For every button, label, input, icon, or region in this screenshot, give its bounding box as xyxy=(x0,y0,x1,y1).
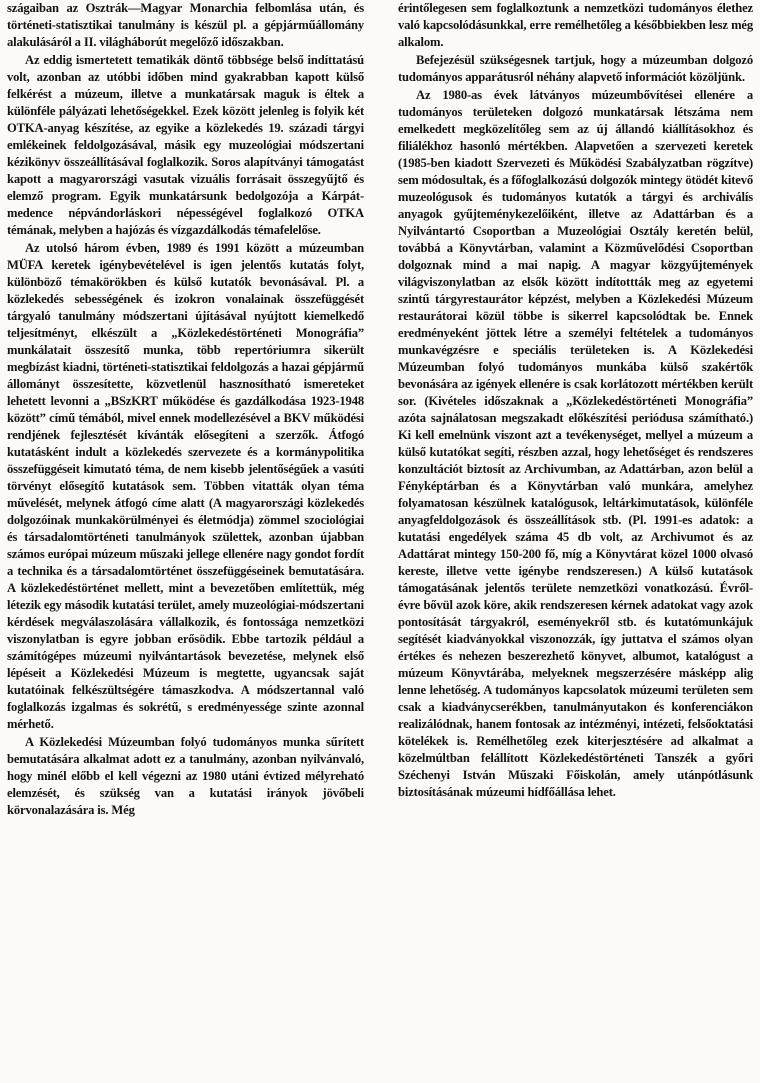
paragraph: Az utolsó három évben, 1989 és 1991 között a múzeumban MÜFA keretek igénybevételével is igen jelentős kutatás folyt, különböző témakörökben és külső kutatók bevonásával. Pl. a közlekedés sebességének és izokron vonalainak összefüggését tárgyaló tanulmány módszertani újításával nyújtott kiemelkedő teljesítményt, elkészült a „Közlekedéstörténeti Monográfia” munkálatait összesítő munka, több repertóriumra sikerült megbízást kiadni, történeti-statisztikai feldolgozás a hazai gépjármű állományt összesítette, közvetlenül hasznosítható ismereteket lehetett levonni a „BSzKRT működése és gazdálkodása 1923-1948 között” című témából, mivel ennek modellezésével a BKV működési rendjének fejlesztését kívánták elősegíteni a szerzők. Átfogó kutatásként indult a közlekedés szervezete és a kormánypolitika összefüggéseit kimutató téma, de nem kisebb jelentőségűek a vasúti törvényt elősegítő kutatások sem. Többen vitatták olyan téma művelését, melynek átfogó címe alatt (A magyarországi közlekedés dolgozóinak munkakörülményei és életmódja) zömmel szociológiai és társadalomtörténeti tanulmányok születtek, azonban újabban számos európai múzeum műszaki jellege ellenére nagy gondot fordít a technika és a társadalomtörténet összefüggéseinek bemutatására. A közlekedéstörténet mellett, mint a bevezetőben említettük, még létezik egy második kutatási terület, amely muzeológiai-módszertani kérdések megválaszolására vállalkozik, és fontossága nemzetközi viszonylatban is egyre jobban erősödik. Ebbe tartozik például a számítógépes múzeumi nyilvántartások bevezetése, melynek első lépéseit a Közlekedési Múzeum is megtette, ugyancsak saját kutatóinak felkészültségére támaszkodva. A módszertannal való foglalkozás izgalmas és sokrétű, s eredményessége szinte azonnal mérhető. xyxy=(7,241,364,731)
paragraph: A Közlekedési Múzeumban folyó tudományos munka sűrített bemutatására alkalmat adott ez a tanulmány, azonban nyilvánvaló, hogy minél előbb el kell végezni az 1980 utáni évtized mélyreható elemzését, és szükség van a kutatási irányok jövőbeli körvonalazására is. Még xyxy=(7,735,364,817)
right-text-column xyxy=(398,0,753,801)
paragraph: Az 1980-as évek látványos múzeumbővítései ellenére a tudományos területeken dolgozó munkatársak létszáma nem emelkedett megközelítőleg sem az új állandó kiállításokhoz és filiálékhoz hasonló mértékben. Alapvetően a szervezeti keretek (1985-ben kiadott Szervezeti és Működési Szabályzatban rögzítve) sem módosultak, és a főfoglalkozású dolgozók mintegy ötödét kitevő muzeológusok és tudományos kutatók a tárgyi és archiválís anyagok gyűjteménykezelőiként, illetve az Adattárban és a Nyilvántartó Csoportban a Muzeológiai Osztály keretén belül, továbbá a Könyvtárban, valamint a Közművelődési Csoportban dolgoznak mind a mai napig. A magyar közgyűjtemények világviszonylatban az elsők között indítottták meg az egyetemi szintű tárgyrestaurátor képzést, melyben a Közlekedési Múzeum restaurátorai közül többe is sikerrel kapcsolódtak be. Ennek eredményeként jöttek létre a személyi feltételek a tudományos munkavégzésre e speciális területeken is. A Közlekedési Múzeumban folyó tudományos munkába külső szakértők bevonására az igények ellenére is csak korlátozott mértékben került sor. (Kivételes időszaknak a „Közlekedéstörténeti Monográfia” azóta sajnálatosan megszakadt előkészítési periódusa számítható.) Ki kell emelnünk viszont azt a tevékenységet, mellyel a múzeum a külső kutatókat segíti, részben azzal, hogy lehetőséget és rendszeres konzultációt biztosít az Archivumban, az Adattárban, azon belül a Fényképtárban és a Könyvtárban való munkára, amelyhez folyamatosan készülnek katalógusok, leltárkimutatások, különféle anyagfeldolgozások és összeállítások stb. (Pl. 1991-es adatok: a kutatási engedélyek száma 45 db volt, az Archivumot és az Adattárat mintegy 150-200 fő, míg a Könyvtárat közel 1000 olvasó kereste, illetve vette igénybe rendszeresen.) A külső kutatások támogatásának jelentős területe nemzetközi vonatkozású. Évről-évre bővül azok köre, akik rendszeresen kérnek adatokat vagy azok pontosítását tárgyakról, eseményekről stb. és kutatómunkájuk segítését kiadványokkal viszonozzák, így juttatva el számos olyan értékes és nehezen beszerezhető könyvet, albumot, katalógust a múzeum Könyvtárába, melyeknek megszerzésére másképp alig lenne lehetőség. A tudományos kapcsolatok múzeumi területen sem csak a kiadványcserékben, tanulmányutakon és konferenciákon realizálódnak, hanem fontosak az intézményi, intézeti, felsőoktatási kötelékek is. Remélhetőleg ezek kiterjesztésére ad alkalmat a közelmúltban felállított Közlekedéstörténeti Tanszék a győri Széchenyi István Műszaki Főiskolán, amely utánpótlásunk biztosításának múzeumi hídfőállása lehet. xyxy=(398,88,753,799)
paragraph: érintőlegesen sem foglalkoztunk a nemzetközi tudományos élethez való kapcsolódásunkkal, erre remélhetőleg a későbbiekben lesz még alkalom. xyxy=(398,1,753,49)
paragraph: Az eddig ismertetett tematikák döntő többsége belső indíttatású volt, azonban az utóbbi időben mind gyakrabban kapott külső felkérést a múzeum, illetve a munkatársak maguk is éltek a különféle pályázati lehetőségekkel. Ezek között jelenleg is folyik két OTKA-anyag készítése, az egyike a közlekedés 19. századi tárgyi emlékeinek feldolgozásával, másik egy muzeológiai módszertani kézikönyv összeállításával foglalkozik. Soros alapítványi támogatást kapott a magyarországi vasutak vizuális forrásait összegyűjtő és elemző program. Egyik munkatársunk bedolgozója a Kárpát-medence népvándorláskori népességével foglalkozó OTKA témának, melyben a hajózás és vízgazdálkodás témafelelőse. xyxy=(7,53,364,237)
paragraph: Befejezésül szükségesnek tartjuk, hogy a múzeumban dolgozó tudományos apparátusról néhány alapvető információt közöljünk. xyxy=(398,53,753,84)
paragraph: szágaiban az Osztrák—Magyar Monarchia felbomlása után, és történeti-statisztikai tanulmány is készül pl. a gépjárműállomány alakulásáról a II. világháborút megelőző időszakban. xyxy=(7,1,364,49)
left-text-column xyxy=(7,0,364,819)
